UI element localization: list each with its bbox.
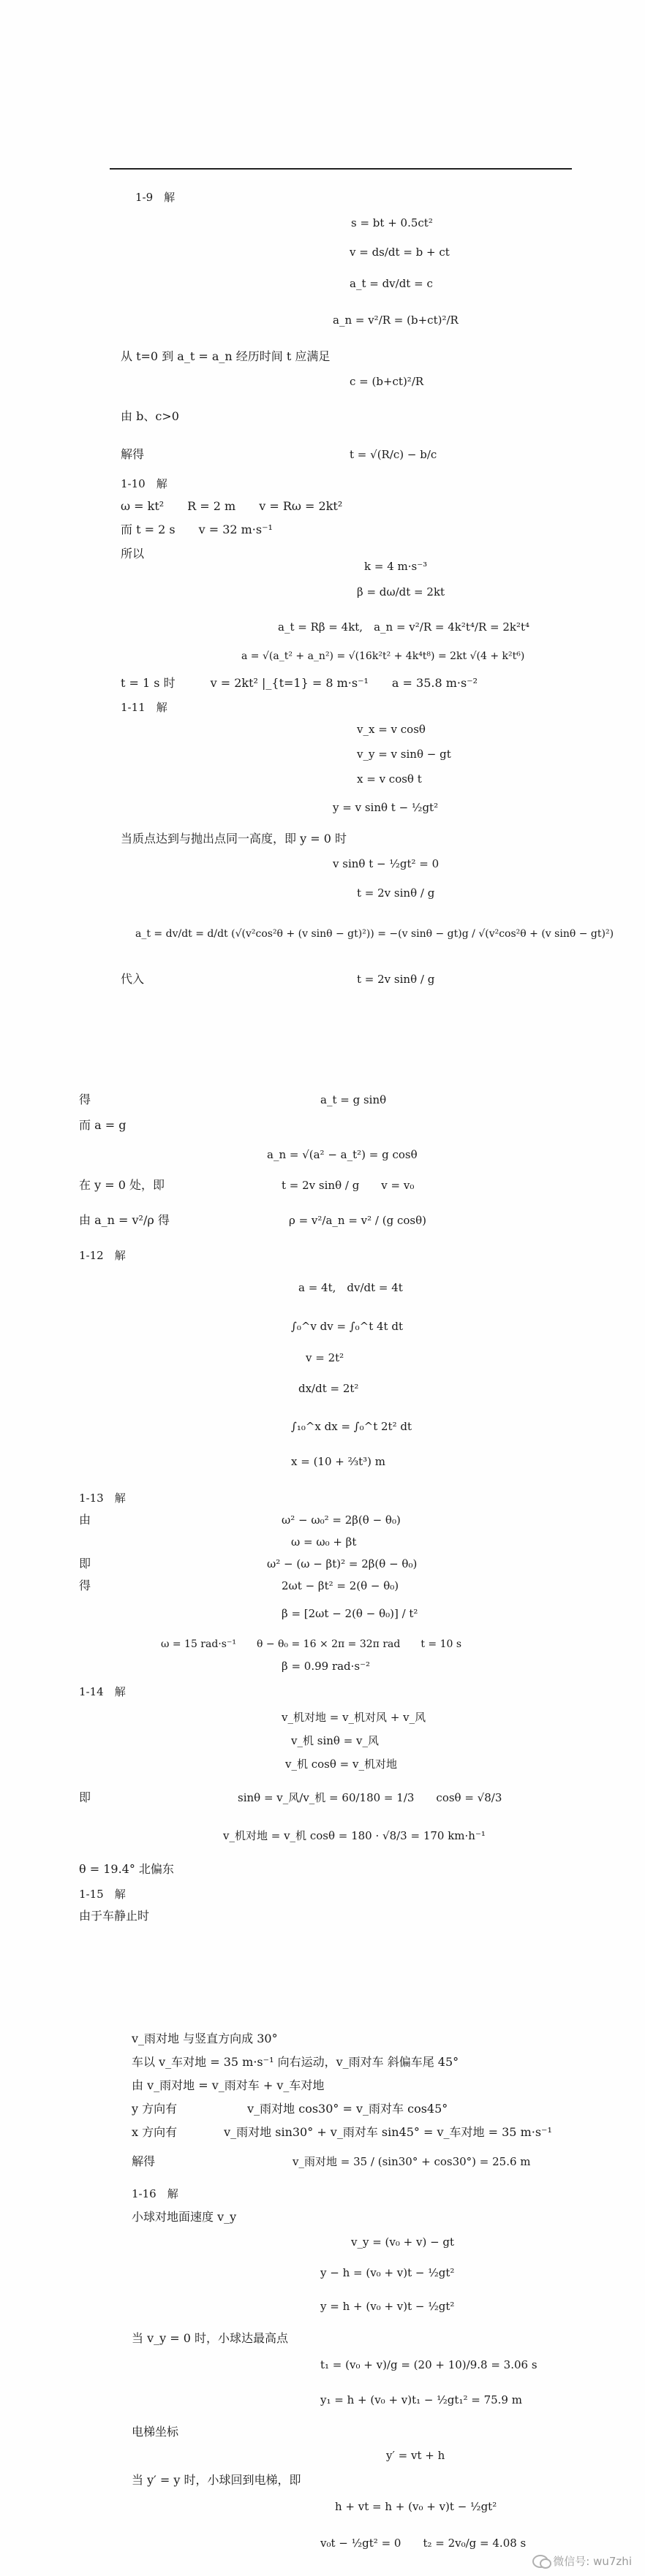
text-line: 而 a = g bbox=[79, 1118, 127, 1132]
text-line: 得 bbox=[79, 1578, 91, 1592]
equation: ω = ω₀ + βt bbox=[291, 1535, 357, 1549]
section-heading: 1-14 解 bbox=[79, 1685, 126, 1698]
section-heading: 1-9 解 bbox=[135, 191, 176, 204]
text-line: 当质点达到与抛出点同一高度，即 y = 0 时 bbox=[121, 832, 347, 846]
equation: ω² − ω₀² = 2β(θ − θ₀) bbox=[282, 1513, 401, 1527]
equation: t₁ = (v₀ + v)/g = (20 + 10)/9.8 = 3.06 s bbox=[320, 2358, 538, 2371]
equation: v = ds/dt = b + ct bbox=[350, 246, 450, 259]
text-line: 即 bbox=[79, 1790, 91, 1804]
equation: y = v sinθ t − ½gt² bbox=[333, 801, 439, 814]
equation: v_机对地 = v_机对风 + v_风 bbox=[282, 1711, 426, 1724]
equation: a = √(a_t² + a_n²) = √(16k²t² + 4k⁴t⁸) = 2kt √(4 + k²t⁶) bbox=[241, 650, 525, 662]
text-line: 当 y′ = y 时，小球回到电梯，即 bbox=[132, 2473, 301, 2487]
text-line: v_雨对地 与竖直方向成 30° bbox=[132, 2032, 278, 2045]
equation: a_t = dv/dt = d/dt (√(v²cos²θ + (v sinθ − gt)²)) = −(v sinθ − gt)g / √(v²cos²θ + (v sinθ − gt)²) bbox=[135, 928, 614, 940]
equation: ρ = v²/a_n = v² / (g cosθ) bbox=[289, 1214, 426, 1227]
text-line: 所以 bbox=[121, 547, 145, 561]
equation: t = 2v sinθ / g v = v₀ bbox=[282, 1179, 415, 1192]
equation: ω² − (ω − βt)² = 2β(θ − θ₀) bbox=[267, 1557, 418, 1570]
equation: t = √(R/c) − b/c bbox=[350, 448, 437, 461]
equation: v_雨对地 = 35 / (sin30° + cos30°) = 25.6 m bbox=[293, 2155, 531, 2168]
equation: x = v cosθ t bbox=[357, 772, 422, 786]
equation: a_t = dv/dt = c bbox=[350, 277, 433, 290]
equation: s = bt + 0.5ct² bbox=[351, 216, 433, 229]
equation: y₁ = h + (v₀ + v)t₁ − ½gt₁² = 75.9 m bbox=[320, 2393, 522, 2406]
equation: v sinθ t − ½gt² = 0 bbox=[333, 857, 440, 870]
watermark bbox=[532, 2553, 632, 2569]
equation: v_y = (v₀ + v) − gt bbox=[351, 2235, 455, 2249]
equation: β = dω/dt = 2kt bbox=[357, 585, 445, 599]
equation: v_机 sinθ = v_风 bbox=[291, 1734, 380, 1747]
text-line: 得 bbox=[79, 1093, 91, 1106]
section-heading: 1-16 解 bbox=[132, 2187, 178, 2200]
text-line: t = 1 s 时 v = 2kt² |_{t=1} = 8 m·s⁻¹ a = 35.8 m·s⁻² bbox=[121, 676, 478, 690]
equation: h + vt = h + (v₀ + v)t − ½gt² bbox=[335, 2500, 497, 2513]
text-line: 小球对地面速度 v_y bbox=[132, 2210, 237, 2224]
equation: c = (b+ct)²/R bbox=[350, 375, 424, 388]
text-line: 车以 v_车对地 = 35 m·s⁻¹ 向右运动，v_雨对车 斜偏车尾 45° bbox=[132, 2055, 459, 2069]
equation: β = [2ωt − 2(θ − θ₀)] / t² bbox=[282, 1607, 418, 1620]
equation: sinθ = v_风/v_机 = 60/180 = 1/3 cosθ = √8/3 bbox=[238, 1791, 502, 1804]
equation: t = 2v sinθ / g bbox=[357, 973, 435, 986]
equation: a_t = g sinθ bbox=[320, 1093, 387, 1106]
equation: y′ = vt + h bbox=[386, 2449, 445, 2462]
equation: a = 4t, dv/dt = 4t bbox=[298, 1281, 403, 1294]
equation: a_n = v²/R = (b+ct)²/R bbox=[333, 314, 459, 327]
equation: dx/dt = 2t² bbox=[298, 1382, 359, 1395]
watermark-text: 微信号: wu7zhi bbox=[553, 2555, 632, 2568]
text-line: θ = 19.4° 北偏东 bbox=[79, 1862, 174, 1876]
text-line: x 方向有 v_雨对地 sin30° + v_雨对车 sin45° = v_车对地 = 35 m·s⁻¹ bbox=[132, 2125, 552, 2139]
equation: v_机对地 = v_机 cosθ = 180 · √8/3 = 170 km·h⁻¹ bbox=[223, 1829, 486, 1842]
equation: ∫₁₀^x dx = ∫₀^t 2t² dt bbox=[291, 1420, 412, 1433]
equation: 2ωt − βt² = 2(θ − θ₀) bbox=[282, 1579, 399, 1592]
equation: y − h = (v₀ + v)t − ½gt² bbox=[320, 2266, 455, 2279]
text-line: 由于车静止时 bbox=[79, 1909, 150, 1923]
section-heading: 1-15 解 bbox=[79, 1888, 126, 1901]
section-heading: 1-13 解 bbox=[79, 1492, 126, 1505]
text-line: 由 v_雨对地 = v_雨对车 + v_车对地 bbox=[132, 2078, 325, 2092]
equation: ∫₀^v dv = ∫₀^t 4t dt bbox=[291, 1320, 403, 1333]
equation: ω = 15 rad·s⁻¹ θ − θ₀ = 16 × 2π = 32π rad t = 10 s bbox=[161, 1638, 462, 1650]
text-line: y 方向有 v_雨对地 cos30° = v_雨对车 cos45° bbox=[132, 2102, 448, 2116]
section-heading: 1-11 解 bbox=[121, 701, 167, 714]
text-line: 由 a_n = v²/ρ 得 bbox=[79, 1213, 170, 1227]
equation: a_t = Rβ = 4kt, a_n = v²/R = 4k²t⁴/R = 2k²t⁴ bbox=[278, 620, 530, 634]
text-line: 而 t = 2 s v = 32 m·s⁻¹ bbox=[121, 523, 273, 536]
wechat-icon bbox=[532, 2555, 548, 2568]
text-line: 从 t=0 到 a_t = a_n 经历时间 t 应满足 bbox=[121, 349, 331, 363]
header-rule bbox=[110, 168, 572, 170]
section-heading: 1-10 解 bbox=[121, 477, 167, 490]
text-line: 当 v_y = 0 时，小球达最高点 bbox=[132, 2331, 289, 2345]
equation: v_机 cosθ = v_机对地 bbox=[285, 1758, 397, 1771]
equation: v_x = v cosθ bbox=[357, 723, 426, 736]
text-line: 由 bbox=[79, 1513, 91, 1527]
text-line: 由 b、c>0 bbox=[121, 409, 179, 423]
text-line: 代入 bbox=[121, 972, 145, 986]
text-line: 在 y = 0 处，即 bbox=[79, 1178, 165, 1192]
text-line: 解得 bbox=[132, 2154, 156, 2168]
equation: k = 4 m·s⁻³ bbox=[364, 560, 428, 573]
equation: t = 2v sinθ / g bbox=[357, 886, 435, 900]
equation: β = 0.99 rad·s⁻² bbox=[282, 1660, 371, 1673]
text-line: ω = kt² R = 2 m v = Rω = 2kt² bbox=[121, 499, 343, 513]
text-line: 解得 bbox=[121, 447, 145, 461]
text-line: 即 bbox=[79, 1557, 91, 1570]
equation: x = (10 + ⅔t³) m bbox=[291, 1455, 386, 1468]
equation: a_n = √(a² − a_t²) = g cosθ bbox=[267, 1148, 418, 1161]
equation: y = h + (v₀ + v)t − ½gt² bbox=[320, 2300, 455, 2313]
equation: v₀t − ½gt² = 0 t₂ = 2v₀/g = 4.08 s bbox=[320, 2537, 527, 2550]
text-line: 电梯坐标 bbox=[132, 2425, 179, 2439]
equation: v_y = v sinθ − gt bbox=[357, 748, 451, 761]
equation: v = 2t² bbox=[306, 1351, 344, 1364]
section-heading: 1-12 解 bbox=[79, 1249, 126, 1262]
